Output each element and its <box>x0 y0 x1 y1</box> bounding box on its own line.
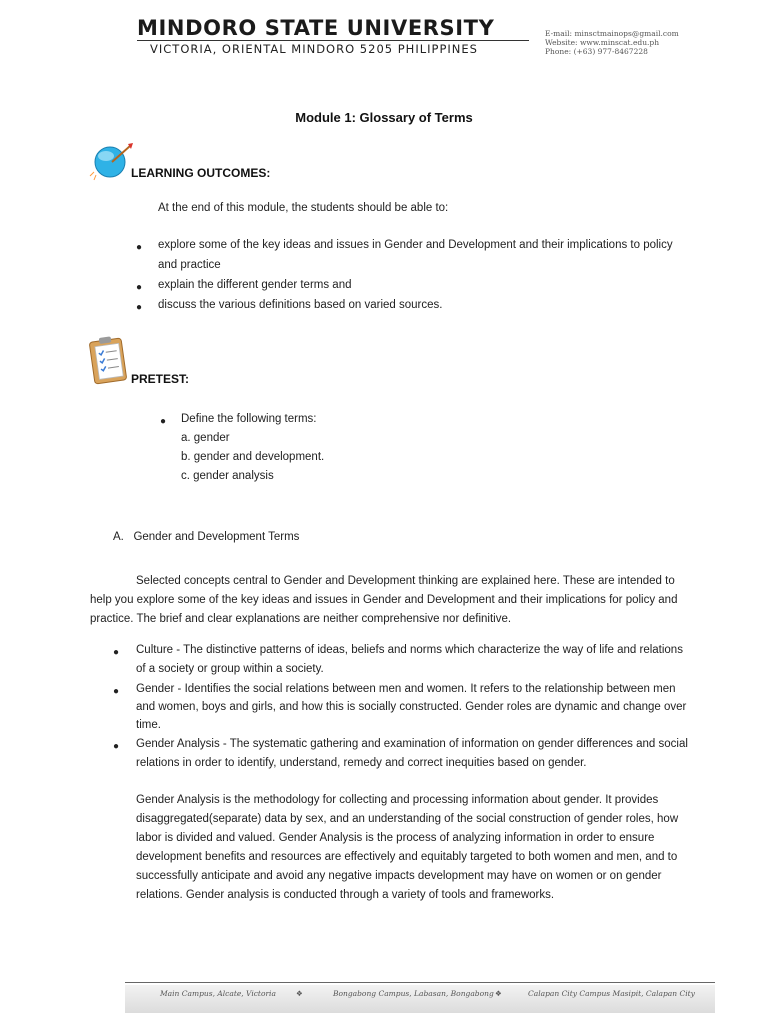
section-a-intro-line3: practice. The brief and clear explanations are neither comprehensive nor definitive. <box>90 613 512 625</box>
analysis-para-line2: disaggregated(separate) data by sex, and an understanding of the social construction of gender roles, how <box>136 813 679 825</box>
clipboard-icon <box>89 334 131 386</box>
university-name: MINDORO STATE UNIVERSITY <box>137 16 495 40</box>
footer-separator-icon: ❖ <box>495 989 502 998</box>
section-a-intro-line2: help you explore some of the key ideas and issues in Gender and Development and their implications for policy and <box>90 594 678 606</box>
learning-outcomes-intro: At the end of this module, the students should be able to: <box>158 202 449 214</box>
outcome-3: discuss the various definitions based on varied sources. <box>158 299 443 311</box>
contact-email: E-mail: minsctmainops@gmail.com <box>545 29 679 38</box>
header-rule <box>137 40 529 41</box>
term-culture-line1: Culture - The distinctive patterns of ideas, beliefs and norms which characterize the way of life and relations <box>136 644 683 656</box>
bullet-icon: ● <box>136 242 143 253</box>
bullet-icon: ● <box>160 416 167 427</box>
footer-calapan-campus: Calapan City Campus Masipit, Calapan City <box>528 989 695 998</box>
outcome-1-line1: explore some of the key ideas and issues in Gender and Development and their implications to policy <box>158 239 673 251</box>
term-analysis-line1: Gender Analysis - The systematic gathering and examination of information on gender differences and social <box>136 738 688 750</box>
bullet-icon: ● <box>136 302 143 313</box>
term-gender-line3: time. <box>136 719 161 731</box>
target-icon <box>88 142 134 182</box>
term-gender-line2: and women, boys and girls, and how this is socially constructed. Gender roles are dynamic and change over <box>136 701 687 713</box>
analysis-para-line5: successfully anticipate and avoid any negative impacts development may have on women or on gender <box>136 870 662 882</box>
section-a-intro-line1: Selected concepts central to Gender and Development thinking are explained here. These are intended to <box>136 575 675 587</box>
bullet-icon: ● <box>113 686 120 697</box>
pretest-term-c: c. gender analysis <box>181 470 274 482</box>
term-analysis-line2: relations in order to identify, understand, remedy and correct inequities based on gender. <box>136 757 587 769</box>
contact-phone: Phone: (+63) 977-8467228 <box>545 47 648 56</box>
footer-bongabong-campus: Bongabong Campus, Labasan, Bongabong <box>333 989 494 998</box>
outcome-1-line2: and practice <box>158 259 221 271</box>
term-culture-line2: of a society or group within a society. <box>136 663 324 675</box>
module-title: Module 1: Glossary of Terms <box>295 110 473 125</box>
pretest-item: Define the following terms: <box>181 413 317 425</box>
university-address: VICTORIA, ORIENTAL MINDORO 5205 PHILIPPINES <box>150 42 478 56</box>
pretest-term-b: b. gender and development. <box>181 451 325 463</box>
bullet-icon: ● <box>136 282 143 293</box>
pretest-term-a: a. gender <box>181 432 230 444</box>
bullet-icon: ● <box>113 647 120 658</box>
analysis-para-line3: labor is divided and valued. Gender Analysis is the process of analyzing information in order to ensure <box>136 832 655 844</box>
footer-main-campus: Main Campus, Alcate, Victoria <box>160 989 276 998</box>
outcome-2: explain the different gender terms and <box>158 279 352 291</box>
analysis-para-line6: relations. Gender analysis is conducted through a variety of tools and frameworks. <box>136 889 555 901</box>
analysis-para-line4: development benefits and resources are effectively and equitably targeted to both women and men, and to <box>136 851 678 863</box>
footer-separator-icon: ❖ <box>296 989 303 998</box>
analysis-para-line1: Gender Analysis is the methodology for collecting and processing information about gender. It provides <box>136 794 659 806</box>
pretest-heading: PRETEST: <box>131 372 190 386</box>
section-a-heading: A. Gender and Development Terms <box>113 531 300 543</box>
footer-rule <box>125 982 715 983</box>
bullet-icon: ● <box>113 741 120 752</box>
term-gender-line1: Gender - Identifies the social relations between men and women. It refers to the relationship between men <box>136 683 676 695</box>
learning-outcomes-heading: LEARNING OUTCOMES: <box>131 166 271 180</box>
contact-website: Website: www.minscat.edu.ph <box>545 38 660 47</box>
